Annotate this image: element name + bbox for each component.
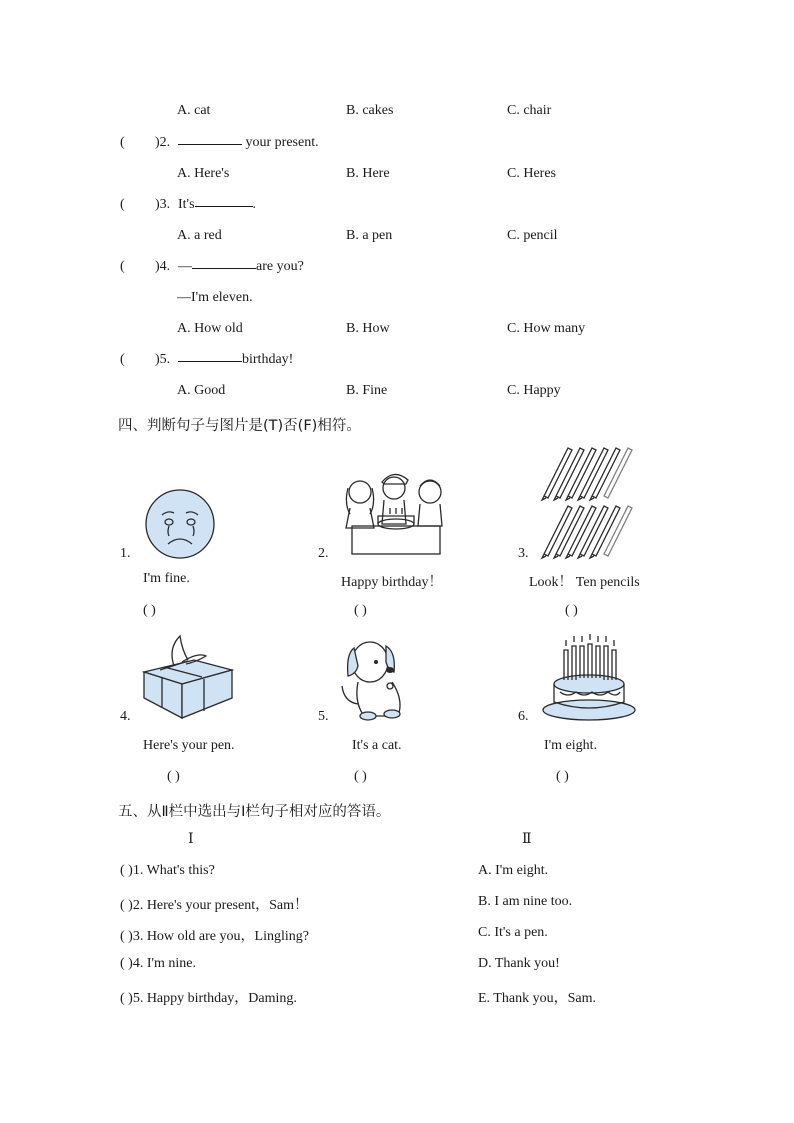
birthday-cake-icon bbox=[540, 632, 638, 724]
answer-option-b: B. I am nine too. bbox=[478, 894, 573, 909]
picture-4-caption: Here's your pen. bbox=[143, 738, 235, 753]
match-item-1[interactable]: ( )1. What's this? bbox=[120, 863, 215, 878]
section5-heading: 五、从Ⅱ栏中选出与Ⅰ栏句子相对应的答语。 bbox=[118, 804, 391, 820]
q4-paren-open: ( bbox=[120, 259, 125, 274]
q5-blank[interactable] bbox=[178, 360, 242, 362]
answer-option-c: C. It's a pen. bbox=[478, 925, 548, 940]
picture-4-answer[interactable]: ( ) bbox=[167, 769, 180, 784]
q5-paren-open: ( bbox=[120, 352, 125, 367]
column-2-header: Ⅱ bbox=[522, 832, 532, 847]
match-item-4[interactable]: ( )4. I'm nine. bbox=[120, 956, 197, 971]
q1-option-c: C. chair bbox=[507, 103, 552, 118]
q5-option-a: A. Good bbox=[177, 383, 226, 398]
picture-6-answer[interactable]: ( ) bbox=[556, 769, 569, 784]
q2-paren-open: ( bbox=[120, 135, 125, 150]
q5-text: birthday! bbox=[242, 352, 294, 367]
q3-paren-open: ( bbox=[120, 197, 125, 212]
q2-option-c: C. Heres bbox=[507, 166, 556, 181]
picture-5-caption: It's a cat. bbox=[352, 738, 402, 753]
picture-5-answer[interactable]: ( ) bbox=[354, 769, 367, 784]
q5-stem bbox=[178, 352, 293, 368]
puppy-icon bbox=[338, 634, 408, 722]
q3-blank[interactable] bbox=[195, 205, 253, 207]
match-item-3[interactable]: ( )3. How old are you，Lingling? bbox=[120, 929, 309, 944]
picture-3-answer[interactable]: ( ) bbox=[565, 603, 578, 618]
q2-number: )2. bbox=[155, 135, 171, 150]
picture-6-number: 6. bbox=[518, 709, 529, 724]
q2-option-a: A. Here's bbox=[177, 166, 230, 181]
match-item-2[interactable]: ( )2. Here's your present，Sam！ bbox=[120, 898, 308, 913]
answer-option-a: A. I'm eight. bbox=[478, 863, 549, 878]
sad-face-icon bbox=[140, 488, 220, 564]
answer-option-d: D. Thank you! bbox=[478, 956, 560, 971]
q3-stem bbox=[178, 197, 256, 213]
children-birthday-cake-icon bbox=[338, 468, 446, 558]
q4-option-b: B. How bbox=[346, 321, 390, 336]
q3-text: It's bbox=[178, 197, 195, 212]
answer-option-e: E. Thank you，Sam. bbox=[478, 991, 596, 1006]
q3-text-end: . bbox=[252, 197, 257, 212]
q4-number: )4. bbox=[155, 259, 171, 274]
picture-1-number: 1. bbox=[120, 546, 131, 561]
q4-dash: — bbox=[178, 259, 192, 274]
picture-2-answer[interactable]: ( ) bbox=[354, 603, 367, 618]
q5-number: )5. bbox=[155, 352, 171, 367]
q4-stem bbox=[178, 259, 304, 275]
ten-pencils-icon bbox=[538, 444, 648, 560]
q1-option-b: B. cakes bbox=[346, 103, 394, 118]
q3-option-c: C. pencil bbox=[507, 228, 558, 243]
q2-blank[interactable] bbox=[178, 143, 242, 145]
q4-text: are you? bbox=[256, 259, 304, 274]
gift-box-icon bbox=[140, 632, 236, 722]
q1-option-a: A. cat bbox=[177, 103, 211, 118]
match-item-5[interactable]: ( )5. Happy birthday，Daming. bbox=[120, 991, 297, 1006]
picture-4-number: 4. bbox=[120, 709, 131, 724]
picture-5-number: 5. bbox=[318, 709, 329, 724]
column-1-header: Ⅰ bbox=[188, 832, 194, 847]
q2-stem bbox=[178, 135, 319, 151]
picture-6-caption: I'm eight. bbox=[544, 738, 598, 753]
picture-3-number: 3. bbox=[518, 546, 529, 561]
picture-2-caption: Happy birthday！ bbox=[341, 575, 443, 590]
picture-1-caption: I'm fine. bbox=[143, 571, 190, 586]
q2-text: your present. bbox=[245, 135, 319, 150]
q3-option-a: A. a red bbox=[177, 228, 222, 243]
q4-answer-line: —I'm eleven. bbox=[177, 290, 253, 305]
q4-blank[interactable] bbox=[192, 267, 256, 269]
q4-option-a: A. How old bbox=[177, 321, 243, 336]
q5-option-c: C. Happy bbox=[507, 383, 561, 398]
q3-option-b: B. a pen bbox=[346, 228, 393, 243]
q2-option-b: B. Here bbox=[346, 166, 390, 181]
q4-option-c: C. How many bbox=[507, 321, 586, 336]
q5-option-b: B. Fine bbox=[346, 383, 388, 398]
picture-1-answer[interactable]: ( ) bbox=[143, 603, 156, 618]
q3-number: )3. bbox=[155, 197, 171, 212]
picture-3-caption: Look！ Ten pencils bbox=[529, 575, 640, 590]
picture-2-number: 2. bbox=[318, 546, 329, 561]
section4-heading: 四、判断句子与图片是(T)否(F)相符。 bbox=[118, 418, 361, 434]
